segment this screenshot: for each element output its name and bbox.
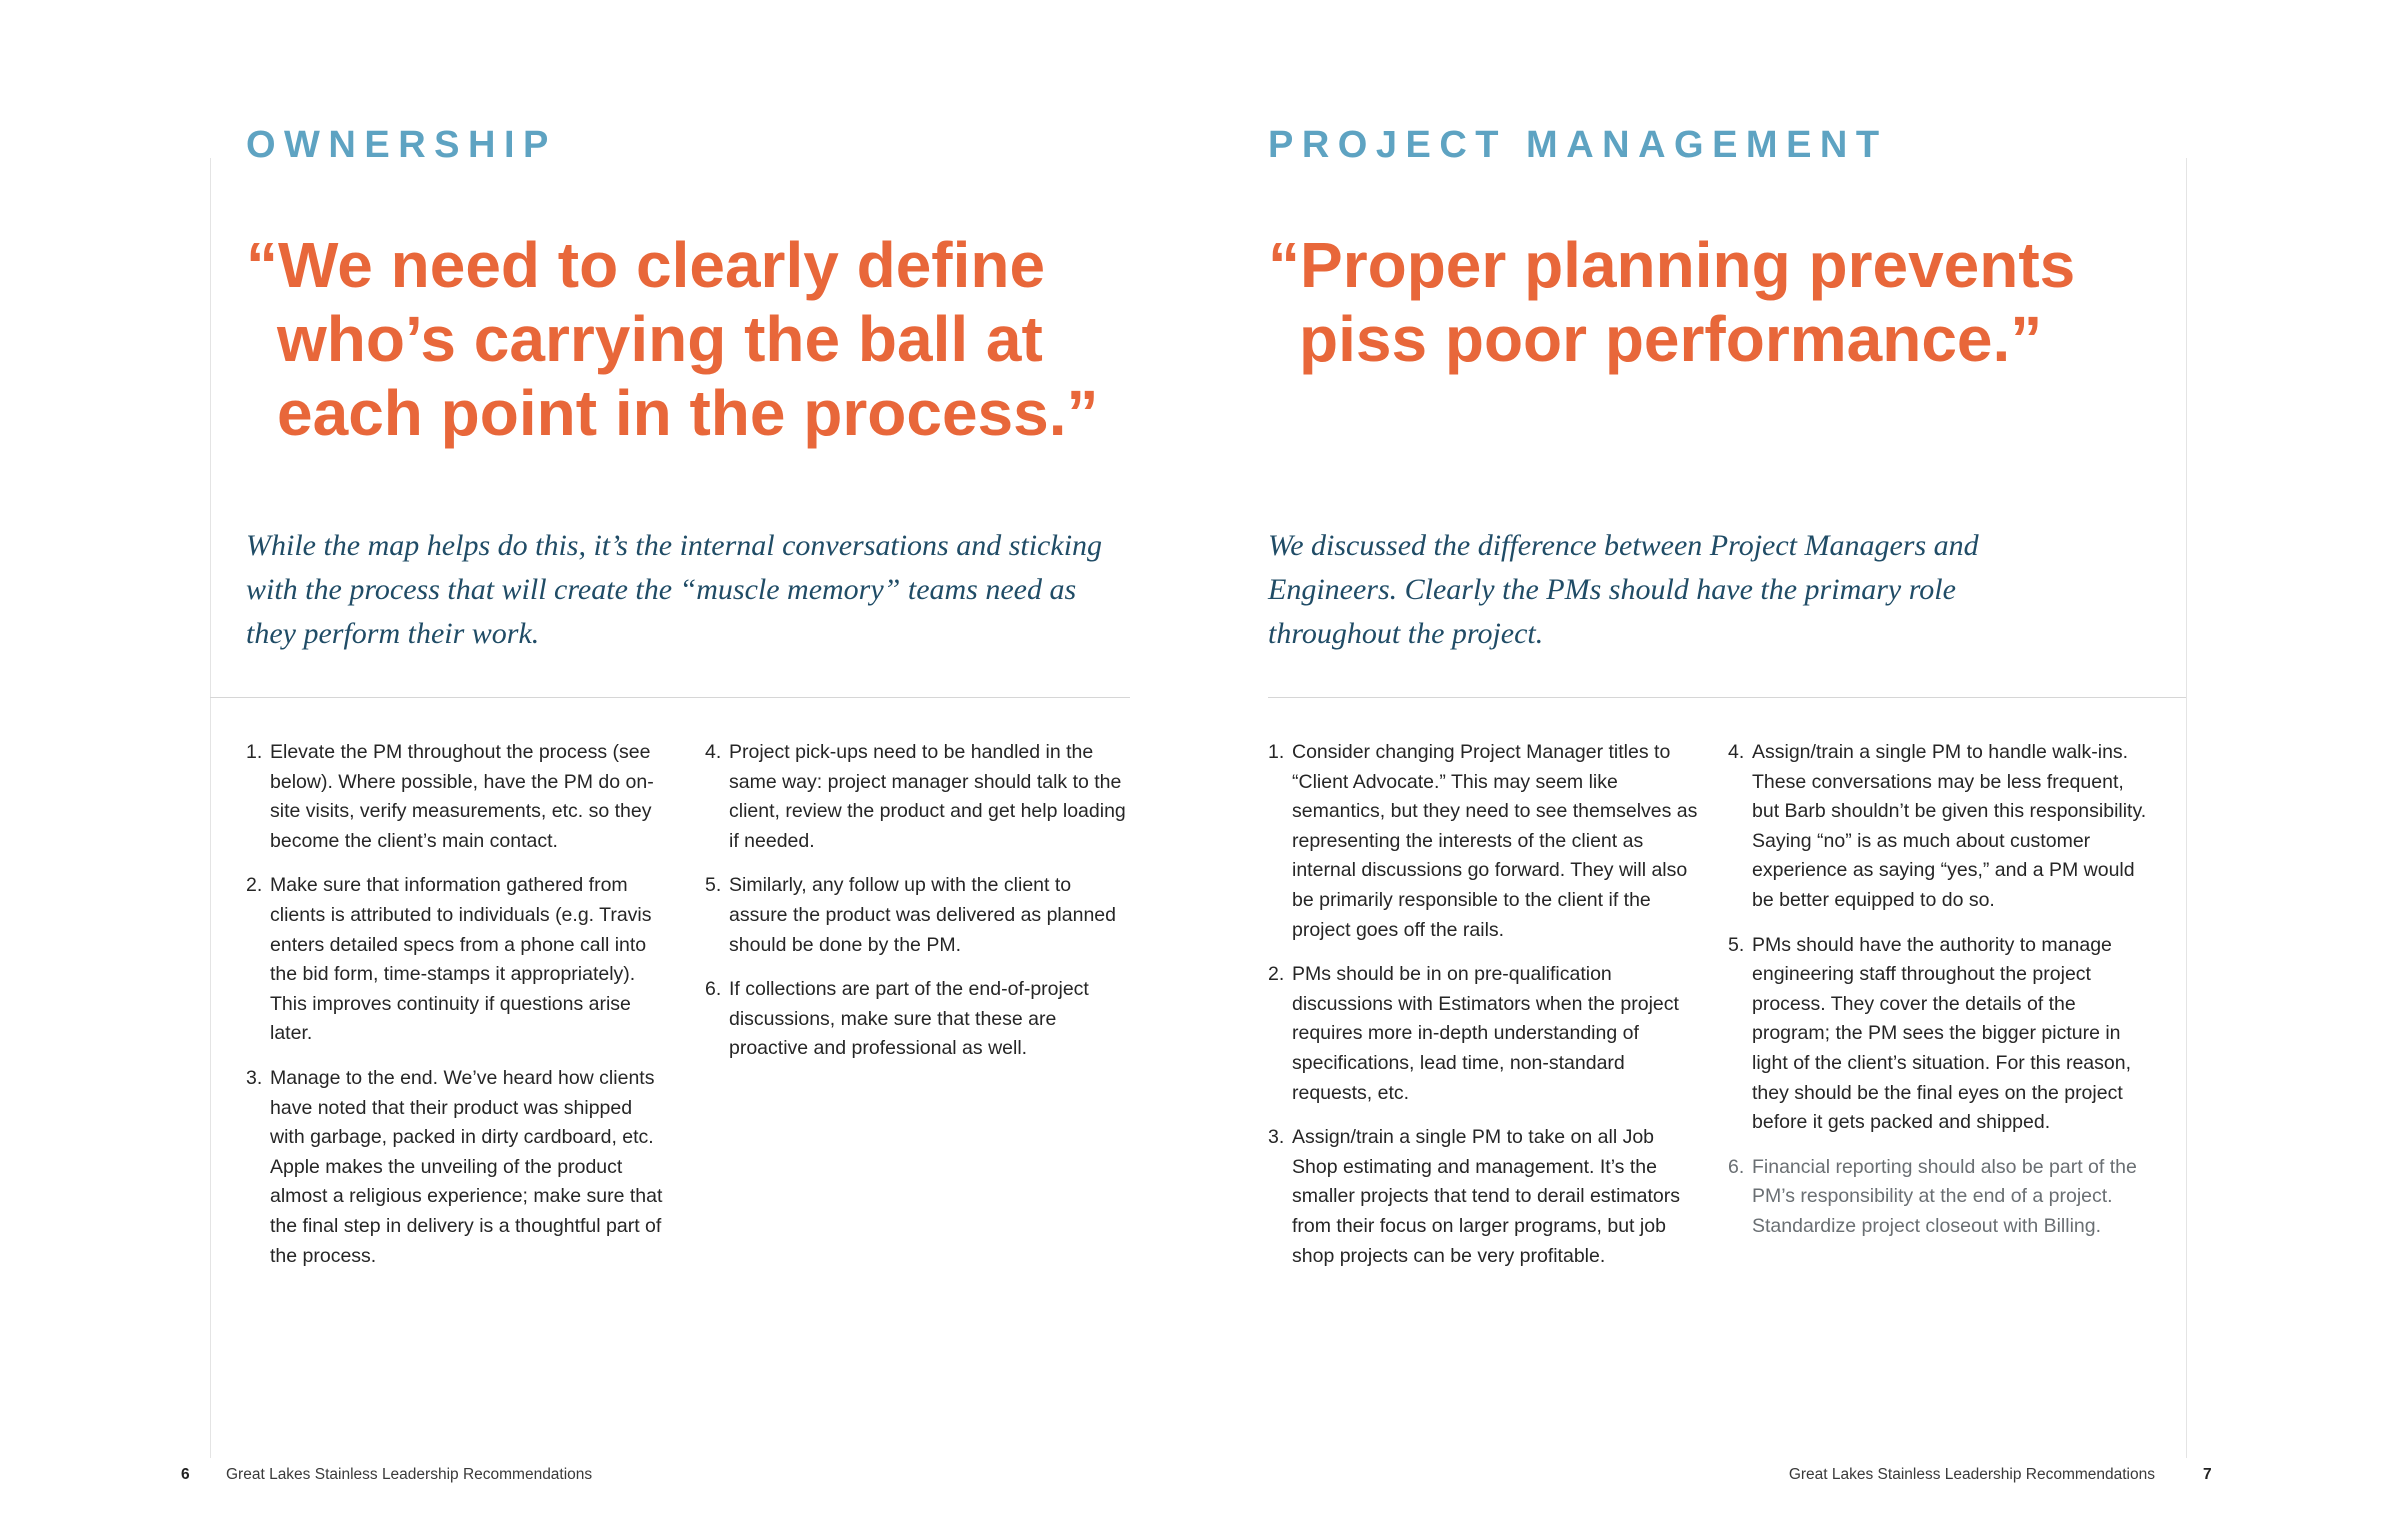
list-item-number: 3.	[1268, 1126, 1285, 1149]
list-item-number: 5.	[705, 874, 722, 897]
list-item-number: 4.	[705, 741, 722, 763]
list-item	[246, 1064, 666, 1271]
footer-text: Great Lakes Stainless Leadership Recommendations	[1788, 1466, 2155, 1483]
list-item	[1268, 1123, 1698, 1271]
list-item-number: 1.	[1268, 741, 1285, 763]
list-item-text: Consider changing Project Manager titles to “Client Advocate.” This may seem like semantics, but they need to see themselves as representing the interests of the client as internal discussions go forward. They will also be primarily responsible to the client if the project goes off the rails.	[1292, 741, 1698, 941]
list-item	[246, 871, 666, 1049]
list-item	[1268, 960, 1698, 1108]
list-item-number: 6.	[705, 978, 722, 1001]
project-management-list-col-1	[1268, 738, 1698, 1286]
project-management-pull-quote: “Proper planning prevents piss poor performance.”	[1268, 229, 2076, 375]
page-number: 6	[181, 1466, 190, 1483]
project-management-divider	[1268, 697, 2186, 698]
list-item-number: 3.	[246, 1066, 263, 1089]
list-item-number: 2.	[246, 874, 263, 897]
list-item-text: PMs should be in on pre-qualification discussions with Estimators when the project requires more in-depth understanding of specifications, lead time, non-standard requests, etc.	[1292, 963, 1679, 1104]
list-item-text: PMs should have the authority to manage engineering staff throughout the project process. They cover the details of the program; the PM sees the bigger picture in light of the client’s situation. For this reason, they should be the final eyes on the project before it gets packed and shipped.	[1752, 933, 2132, 1134]
project-management-list-col-2	[1728, 738, 2148, 1257]
ownership-pull-quote: “We need to clearly define who’s carrying the ball at each point in the process.”	[246, 229, 1099, 449]
ownership-divider	[210, 697, 1130, 698]
right-page-margin-rule	[2186, 158, 2187, 1458]
list-item	[705, 738, 1130, 856]
ownership-heading: OWNERSHIP	[246, 124, 557, 166]
left-page-margin-rule	[210, 158, 211, 1458]
list-item-text: Financial reporting should also be part of the PM’s responsibility at the end of a project. Standardize project closeout with Billing.	[1752, 1155, 2137, 1237]
list-item	[705, 975, 1130, 1064]
list-item	[246, 738, 666, 856]
list-item-text: Make sure that information gathered from clients is attributed to individuals (e.g. Travis enters detailed specs from a phone call into the bid form, time-stamps it appropriately). This improves continuity if questions arise later.	[270, 874, 652, 1045]
list-item-text: Similarly, any follow up with the client to assure the product was delivered as planned should be done by the PM.	[729, 874, 1116, 956]
footer-text: Great Lakes Stainless Leadership Recommendations	[226, 1466, 593, 1483]
list-item	[1268, 738, 1698, 945]
list-item-number: 6.	[1728, 1155, 1745, 1178]
list-item	[1728, 1153, 2148, 1242]
list-item-number: 4.	[1728, 741, 1745, 763]
project-management-intro: We discussed the difference between Project Managers and Engineers. Clearly the PMs should have the primary role throughout the project.	[1268, 529, 1979, 650]
list-item-text: If collections are part of the end-of-project discussions, make sure that these are proactive and professional as well.	[729, 978, 1089, 1060]
ownership-intro: While the map helps do this, it’s the internal conversations and sticking with the process that will create the “muscle memory” teams need as they perform their work.	[246, 529, 1103, 650]
list-item-text: Project pick-ups need to be handled in the same way: project manager should talk to the client, review the product and get help loading if needed.	[729, 741, 1126, 852]
list-item-number: 2.	[1268, 963, 1285, 986]
list-item-text: Assign/train a single PM to take on all Job Shop estimating and management. It’s the smaller projects that tend to derail estimators from their focus on larger programs, but job shop projects can be very profitable.	[1292, 1126, 1681, 1267]
right-page	[1192, 0, 2384, 1538]
list-item-text: Manage to the end. We’ve heard how clients have noted that their product was shipped with garbage, packed in dirty cardboard, etc. Apple makes the unveiling of the product almost a religious experience; make sure that the final step in delivery is a thoughtful part of the process.	[270, 1066, 663, 1267]
list-item-text: Assign/train a single PM to handle walk-ins. These conversations may be less frequent, but Barb shouldn’t be given this responsibility. Saying “no” is as much about customer experience as saying “yes,” and a PM would be better equipped to do so.	[1752, 741, 2147, 911]
project-management-heading: PROJECT MANAGEMENT	[1268, 124, 1888, 166]
list-item-number: 1.	[246, 741, 263, 763]
list-item	[1728, 931, 2148, 1138]
list-item	[705, 871, 1130, 960]
ownership-list-col-2	[705, 738, 1130, 1079]
list-item-number: 5.	[1728, 933, 1745, 956]
list-item	[1728, 738, 2148, 916]
ownership-list-col-1	[246, 738, 666, 1286]
page-number: 7	[2203, 1466, 2212, 1483]
list-item-text: Elevate the PM throughout the process (see below). Where possible, have the PM do on-site visits, verify measurements, etc. so they become the client’s main contact.	[270, 741, 654, 852]
